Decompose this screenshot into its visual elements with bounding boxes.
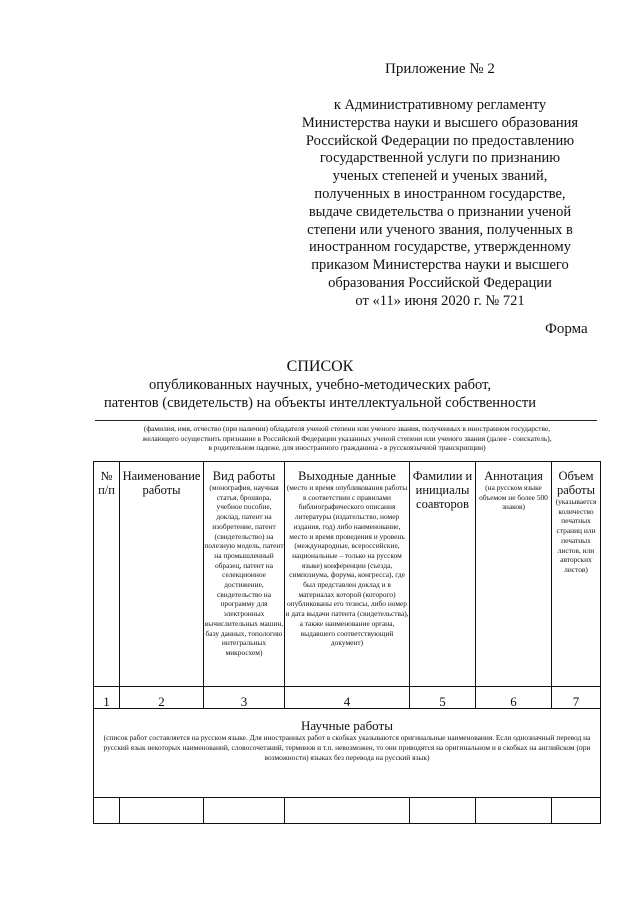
- column-header-coauthors: Фамилии и инициалы соавторов: [412, 469, 473, 511]
- regulation-line: степени или ученого звания, полученных в: [307, 221, 573, 238]
- column-header-volume: Объем работы (указывается количество печатных страниц или печатных листов, или авторских листов): [555, 469, 597, 574]
- regulation-line: образования Российской Федерации: [328, 274, 552, 291]
- column-number: 3: [240, 694, 248, 709]
- regulation-line: к Административному регламенту: [333, 97, 547, 113]
- regulation-line: Министерства науки и высшего образования: [301, 114, 579, 131]
- column-header-type: Вид работы (монография, научная статья, брошюра, учебное пособие, доклад, патент на изобретение, патент (свидетельство) на полезную модель, патент на промышленный образец, патент на селекционное достижение, свидетельство на программу для электронных вычислительных машин, базу данных, топологию интегральных микросхем): [204, 469, 284, 657]
- column-number: 6: [510, 694, 517, 709]
- regulation-line: выдаче свидетельства о признании ученой: [308, 203, 572, 220]
- column-header-title: Наименование работы: [122, 469, 201, 497]
- regulation-line: от «11» июня 2020 г. № 721: [355, 292, 525, 309]
- column-number: 7: [572, 694, 580, 709]
- column-header-annotation: Аннотация (на русском языке объемом не более 500 знаков): [479, 469, 548, 512]
- regulation-line: приказом Министерства науки и высшего: [311, 257, 569, 274]
- applicant-caption: (фамилия, имя, отчество (при наличии) обладателя ученой степени или ученого звания, полученных в иностранном государстве, желающего осуществить признание в Российской Федерации указанных ученой степени или ученого звания (далее - соискатель), в родительном падеже, для иностранного гражданина - в русскоязычной транскрипции): [142, 424, 552, 453]
- column-header-number: № п/п: [98, 469, 115, 497]
- section-note: (список работ составляется на русском языке. Для иностранных работ в скобках указываются оригинальные наименования. Если однозначный перевод на русский язык некоторых наименований, словосочетаний, терминов и т.п. невозможен, то они приводятся на оригинальном и в скобках на английском (при возможности) языках без перевода на русский язык): [103, 733, 591, 762]
- document-title: СПИСОК: [286, 358, 354, 375]
- regulation-line: иностранном государстве, утвержденному: [309, 239, 571, 256]
- applicant-name-line: [95, 420, 597, 421]
- regulation-reference: [290, 97, 590, 311]
- column-number: 1: [103, 694, 110, 709]
- appendix-title: Приложение № 2: [385, 61, 495, 77]
- column-number: 5: [439, 694, 446, 709]
- regulation-line: полученных в иностранном государстве,: [314, 185, 566, 202]
- form-label: Форма: [545, 321, 588, 337]
- column-number: 4: [343, 694, 351, 709]
- column-header-publication-data: Выходные данные (место и время опубликования работы в соответствии с правилами библиографического описания литературы (издательство, номер издания, год) либо наименование, место и время проведения и уровень (международные, всероссийские, национальные – только на русском языке) конференции (съезда, симпозиума, форума, конгресса), где был представлен доклад и в материалах которой (которого) опубликованы его тезисы, либо номер и дата выдачи патента (свидетельства), а также наименование органа, выдавшего соответствующий документ): [285, 469, 409, 648]
- regulation-line: государственной услуги по признанию: [319, 150, 561, 167]
- column-number: 2: [158, 694, 165, 709]
- subtitle-line: опубликованных научных, учебно-методических работ,: [149, 377, 491, 393]
- regulation-line: ученых степеней и ученых званий,: [332, 168, 548, 185]
- regulation-line: Российской Федерации по предоставлению: [305, 132, 575, 149]
- subtitle-line: патентов (свидетельств) на объекты интеллектуальной собственности: [104, 395, 536, 411]
- document-subtitle: [0, 376, 640, 412]
- section-title: Научные работы: [301, 718, 393, 733]
